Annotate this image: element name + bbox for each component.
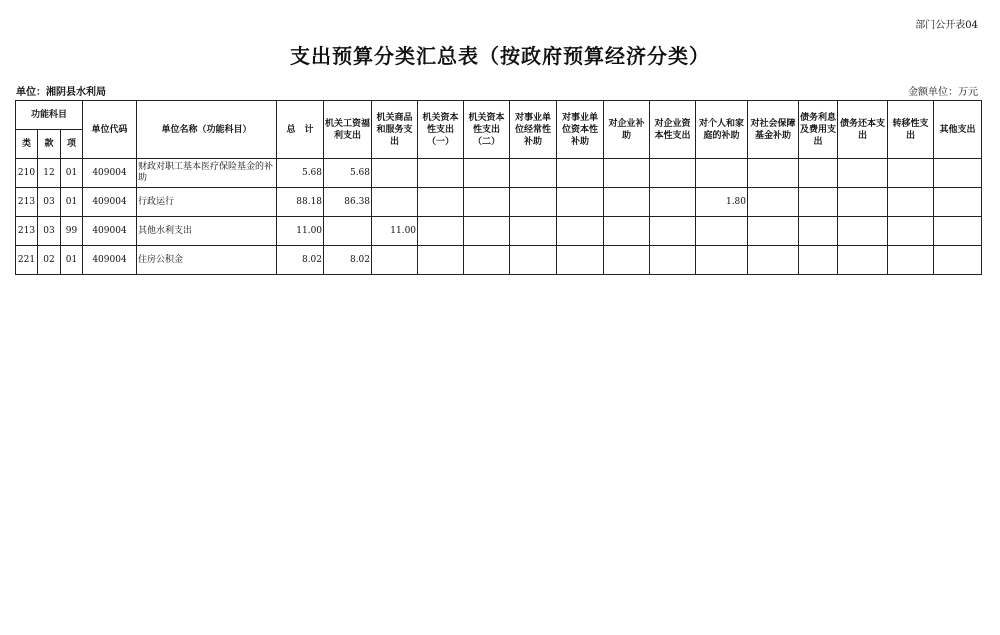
unit-name-cell: 行政运行 — [137, 188, 277, 217]
amount-cell — [799, 217, 838, 246]
amount-cell — [838, 217, 888, 246]
expenditure-table — [15, 100, 982, 275]
col-header: 对事业单位经常性补助 — [510, 101, 557, 159]
unit-name-cell: 财政对职工基本医疗保险基金的补助 — [137, 159, 277, 188]
amount-cell — [838, 246, 888, 275]
amount-cell — [934, 217, 982, 246]
unit-label: 单位：湘阴县水利局 — [16, 87, 106, 98]
amount-cell — [418, 246, 464, 275]
col-header: 机关工资福利支出 — [324, 101, 372, 159]
col-header: 转移性支出 — [888, 101, 934, 159]
amount-cell — [557, 246, 604, 275]
xiang-cell: 01 — [61, 246, 83, 275]
amount-cell: 1.80 — [696, 188, 748, 217]
page-title: 支出预算分类汇总表（按政府预算经济分类） — [290, 44, 710, 68]
table-body — [16, 159, 982, 275]
col-header: 对企业补助 — [604, 101, 650, 159]
amount-cell — [650, 159, 696, 188]
amount-cell — [372, 246, 418, 275]
amount-cell — [418, 217, 464, 246]
unit-code-header: 单位代码 — [83, 101, 137, 159]
function-group-header: 功能科目 — [16, 101, 83, 130]
col-header: 机关商品和服务支出 — [372, 101, 418, 159]
unit-code-cell: 409004 — [83, 246, 137, 275]
amount-cell — [748, 217, 799, 246]
xiang-cell: 99 — [61, 217, 83, 246]
amount-cell — [510, 159, 557, 188]
amount-cell — [748, 159, 799, 188]
amount-cell — [604, 159, 650, 188]
total-cell: 8.02 — [277, 246, 324, 275]
money-unit: 金额单位：万元 — [908, 87, 978, 98]
kuan-cell: 02 — [38, 246, 61, 275]
amount-cell — [372, 188, 418, 217]
amount-cell — [838, 159, 888, 188]
unit-code-cell: 409004 — [83, 159, 137, 188]
table-row — [16, 246, 982, 275]
amount-cell — [604, 188, 650, 217]
table-row — [16, 159, 982, 188]
amount-cell — [510, 246, 557, 275]
amount-cell: 11.00 — [372, 217, 418, 246]
kuan-cell: 12 — [38, 159, 61, 188]
table-row — [16, 188, 982, 217]
col-header: 债务还本支出 — [838, 101, 888, 159]
amount-cell — [604, 246, 650, 275]
amount-cell — [464, 217, 510, 246]
amount-cell — [799, 246, 838, 275]
amount-cell — [838, 188, 888, 217]
amount-cell — [696, 246, 748, 275]
lei-cell: 213 — [16, 217, 38, 246]
amount-cell — [934, 246, 982, 275]
amount-cell — [464, 159, 510, 188]
amount-cell — [748, 188, 799, 217]
amount-cell — [418, 159, 464, 188]
lei-cell: 210 — [16, 159, 38, 188]
col-header: 机关资本性支出（一） — [418, 101, 464, 159]
col-header: 债务利息及费用支出 — [799, 101, 838, 159]
form-code: 部门公开表04 — [915, 20, 978, 31]
xiang-cell: 01 — [61, 188, 83, 217]
amount-cell — [464, 246, 510, 275]
unit-code-cell: 409004 — [83, 217, 137, 246]
col-header: 对事业单位资本性补助 — [557, 101, 604, 159]
col-header: 对社会保障基金补助 — [748, 101, 799, 159]
amount-cell — [799, 188, 838, 217]
lei-header: 类 — [16, 130, 38, 159]
unit-name-cell: 住房公积金 — [137, 246, 277, 275]
amount-cell — [324, 217, 372, 246]
amount-cell: 86.38 — [324, 188, 372, 217]
xiang-cell: 01 — [61, 159, 83, 188]
amount-cell — [888, 217, 934, 246]
amount-cell — [510, 188, 557, 217]
amount-cell — [888, 159, 934, 188]
kuan-cell: 03 — [38, 217, 61, 246]
total-cell: 5.68 — [277, 159, 324, 188]
unit-name-cell: 其他水利支出 — [137, 217, 277, 246]
kuan-cell: 03 — [38, 188, 61, 217]
amount-cell — [650, 217, 696, 246]
col-header: 对个人和家庭的补助 — [696, 101, 748, 159]
amount-cell — [604, 217, 650, 246]
table-row — [16, 217, 982, 246]
xiang-header: 项 — [61, 130, 83, 159]
lei-cell: 221 — [16, 246, 38, 275]
unit-code-cell: 409004 — [83, 188, 137, 217]
amount-cell — [799, 159, 838, 188]
amount-cell — [372, 159, 418, 188]
amount-cell: 5.68 — [324, 159, 372, 188]
amount-cell — [418, 188, 464, 217]
lei-cell: 213 — [16, 188, 38, 217]
unit-name-header: 单位名称（功能科目） — [137, 101, 277, 159]
amount-cell — [510, 217, 557, 246]
kuan-header: 款 — [38, 130, 61, 159]
amount-cell — [934, 188, 982, 217]
amount-cell — [557, 159, 604, 188]
amount-cell — [650, 246, 696, 275]
amount-cell — [650, 188, 696, 217]
amount-cell — [557, 188, 604, 217]
amount-cell — [464, 188, 510, 217]
total-cell: 11.00 — [277, 217, 324, 246]
amount-cell — [748, 246, 799, 275]
total-cell: 88.18 — [277, 188, 324, 217]
amount-cell — [696, 159, 748, 188]
total-header: 总 计 — [277, 101, 324, 159]
amount-cell — [888, 246, 934, 275]
amount-cell — [557, 217, 604, 246]
col-header: 机关资本性支出（二） — [464, 101, 510, 159]
col-header: 对企业资本性支出 — [650, 101, 696, 159]
col-header: 其他支出 — [934, 101, 982, 159]
amount-cell: 8.02 — [324, 246, 372, 275]
amount-cell — [696, 217, 748, 246]
amount-cell — [888, 188, 934, 217]
amount-cell — [934, 159, 982, 188]
